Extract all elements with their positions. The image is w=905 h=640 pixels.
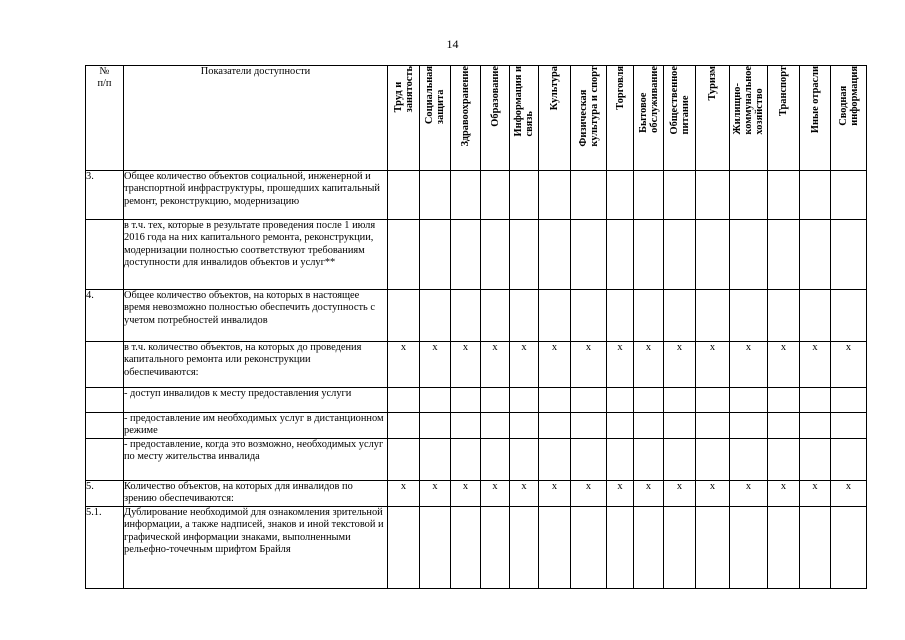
column-header-category [481,66,510,171]
table-cell [510,506,539,588]
category-label: Здравоохранение [460,66,471,147]
table-cell [664,171,696,220]
table-cell [696,438,730,480]
table-row [86,388,867,413]
table-cell [420,290,451,342]
row-number [86,413,124,439]
table-cell [451,171,481,220]
category-label: Труд и занятость [392,66,415,113]
table-cell [510,220,539,290]
table-cell: x [730,342,768,388]
table-cell [800,220,831,290]
table-cell [607,171,634,220]
table-body [86,171,867,589]
category-label: Жилищно- коммунальное хозяйство [732,66,765,135]
row-indicator-text: - доступ инвалидов к месту предоставления услуги [124,388,388,413]
row-number [86,388,124,413]
column-header-category [696,66,730,171]
category-label: Торговля [614,66,626,110]
table-cell [571,220,607,290]
table-cell [539,506,571,588]
category-label: Культура [549,66,560,111]
table-cell [388,388,420,413]
column-header-category [768,66,800,171]
table-cell [664,290,696,342]
table-cell [451,506,481,588]
row-indicator-text: Количество объектов, на которых для инвалидов по зрению обеспечиваются: [124,480,388,506]
table-cell [730,438,768,480]
table-cell [481,388,510,413]
table-cell [539,220,571,290]
table-cell [451,220,481,290]
table-cell [800,290,831,342]
row-number: 4. [86,290,124,342]
table-cell [634,438,664,480]
table-cell [481,438,510,480]
table-cell: x [831,342,867,388]
table-cell [451,290,481,342]
table-cell [831,220,867,290]
category-label: Информация и связь [513,66,535,137]
table-cell [831,171,867,220]
table-cell [730,290,768,342]
column-header-category [607,66,634,171]
table-cell [510,171,539,220]
table-cell [571,388,607,413]
column-header-category [664,66,696,171]
table-cell [420,220,451,290]
table-cell [388,413,420,439]
table-cell: x [768,480,800,506]
table-cell [539,438,571,480]
column-header-category [634,66,664,171]
table-row [86,171,867,220]
table-cell: x [481,480,510,506]
column-header-category [420,66,451,171]
table-cell [800,413,831,439]
table-cell: x [730,480,768,506]
table-cell: x [831,480,867,506]
table-cell [481,413,510,439]
table-cell: x [607,342,634,388]
table-row [86,220,867,290]
table-cell [730,506,768,588]
table-cell [664,438,696,480]
row-indicator-text: - предоставление им необходимых услуг в дистанционном режиме [124,413,388,439]
table-cell: x [634,342,664,388]
table-cell [768,388,800,413]
column-header-indicators-label: Показатели доступности [200,66,311,77]
row-indicator-text: Общее количество объектов социальной, инженерной и транспортной инфраструктуры, прошедших капитальный ремонт, реконструкцию, модернизацию [124,171,388,220]
row-number [86,220,124,290]
table-cell [510,413,539,439]
table-cell [696,506,730,588]
table-cell [388,171,420,220]
row-indicator-text: - предоставление, когда это возможно, необходимых услуг по месту жительства инвалида [124,438,388,480]
table-cell [420,388,451,413]
table-cell [607,413,634,439]
table-cell [634,290,664,342]
category-label: Общественное питание [668,66,691,135]
table-cell [420,171,451,220]
table-cell: x [481,342,510,388]
table-cell [664,220,696,290]
table-cell [634,171,664,220]
column-header-category [831,66,867,171]
column-header-category [388,66,420,171]
table-cell [510,438,539,480]
page-number: 14 [446,37,459,51]
table-row [86,438,867,480]
table-cell [730,220,768,290]
table-cell [730,388,768,413]
column-header-number [86,66,124,171]
table-cell: x [800,480,831,506]
column-header-category [800,66,831,171]
table-cell [607,290,634,342]
row-number [86,438,124,480]
table-cell: x [634,480,664,506]
table-cell: x [510,480,539,506]
category-label: Сводная информация [837,66,860,126]
category-label: Транспорт [778,66,789,117]
table-cell [388,220,420,290]
table-cell [768,171,800,220]
table-cell [730,171,768,220]
table-cell [607,506,634,588]
table-cell [539,171,571,220]
table-row [86,290,867,342]
table-cell [800,438,831,480]
column-header-number-label: № п/п [97,66,112,90]
accessibility-table [85,65,867,589]
category-label: Образование [489,66,501,127]
table-cell [696,171,730,220]
table-cell: x [420,342,451,388]
table-cell [634,388,664,413]
table-cell [388,290,420,342]
table-cell [831,388,867,413]
table-cell [481,290,510,342]
table-cell [571,171,607,220]
header-row [86,66,867,171]
table-cell [481,220,510,290]
table-cell [571,506,607,588]
table-cell: x [451,342,481,388]
table-cell [388,438,420,480]
row-indicator-text: в т.ч. количество объектов, на которых до проведения капитального ремонта или реконструкции обеспечиваются: [124,342,388,388]
table-cell [451,438,481,480]
table-cell [800,171,831,220]
table-cell [831,290,867,342]
column-header-category [510,66,539,171]
table-cell [664,388,696,413]
table-cell [481,171,510,220]
table-cell [831,413,867,439]
table-cell: x [696,342,730,388]
column-header-category [451,66,481,171]
table-row [86,413,867,439]
table-cell [664,413,696,439]
table-cell [768,438,800,480]
table-cell [388,506,420,588]
table-cell [696,290,730,342]
table-cell: x [571,480,607,506]
table-cell [800,388,831,413]
table-cell: x [800,342,831,388]
table-cell [481,506,510,588]
table-cell [607,438,634,480]
row-indicator-text: Дублирование необходимой для ознакомления зрительной информации, а также надписей, знаков и иной текстовой и графической информации знаками, выполненными рельефно-точечным шрифтом Брайля [124,506,388,588]
category-label: Физическая культура и спорт [577,66,600,147]
table-cell [420,438,451,480]
row-number: 3. [86,171,124,220]
table-cell [800,506,831,588]
table-cell [571,438,607,480]
column-header-category [571,66,607,171]
table-cell [634,413,664,439]
table-row [86,506,867,588]
table-cell [768,290,800,342]
table-cell [607,388,634,413]
table-cell: x [768,342,800,388]
table-cell: x [696,480,730,506]
table-cell [696,413,730,439]
table-cell [831,506,867,588]
table-cell: x [664,480,696,506]
table-cell [510,290,539,342]
category-label: Туризм [707,66,718,101]
table-cell [451,388,481,413]
table-cell [634,506,664,588]
category-label: Бытовое обслуживание [637,66,660,133]
table-cell [634,220,664,290]
table-cell [420,413,451,439]
table-cell: x [571,342,607,388]
table-cell [571,290,607,342]
table-cell [696,388,730,413]
row-indicator-text: в т.ч. тех, которые в результате проведения после 1 июля 2016 года на них капитального ремонта, реконструкции, модернизации полностью соответствуют требованиям доступности для инвалидов объектов и услуг** [124,220,388,290]
row-indicator-text: Общее количество объектов, на которых в настоящее время невозможно полностью обеспечить доступность с учетом потребностей инвалидов [124,290,388,342]
table-cell [510,388,539,413]
table-cell: x [607,480,634,506]
table-cell [420,506,451,588]
table-cell [730,413,768,439]
table-cell [768,413,800,439]
table-cell [768,506,800,588]
category-label: Социальная защита [424,66,446,125]
category-label: Иные отрасли [809,66,821,134]
table-cell: x [451,480,481,506]
table-cell [768,220,800,290]
column-header-indicators [124,66,388,171]
table-cell [831,438,867,480]
table-cell [539,413,571,439]
table-cell [607,220,634,290]
table-cell: x [388,342,420,388]
table-cell [696,220,730,290]
table-cell [539,388,571,413]
table-cell: x [539,342,571,388]
column-header-category [539,66,571,171]
table-cell: x [539,480,571,506]
table-cell: x [664,342,696,388]
row-number: 5. [86,480,124,506]
table-cell [451,413,481,439]
table-row [86,342,867,388]
table-cell [539,290,571,342]
row-number: 5.1. [86,506,124,588]
table-cell: x [510,342,539,388]
table-cell [571,413,607,439]
column-header-category [730,66,768,171]
table-cell [664,506,696,588]
table-row [86,480,867,506]
row-number [86,342,124,388]
table-cell: x [420,480,451,506]
table-cell: x [388,480,420,506]
